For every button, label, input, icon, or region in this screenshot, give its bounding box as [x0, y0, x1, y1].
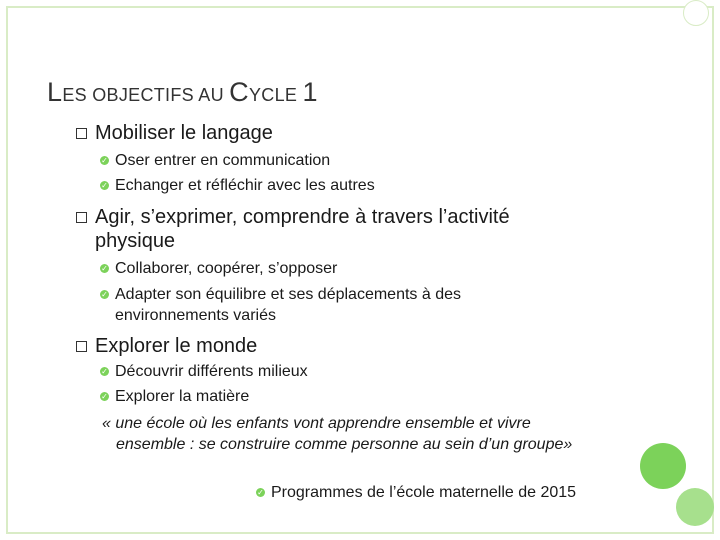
square-bullet-icon	[76, 212, 87, 223]
check-bullet-icon: ✓	[101, 264, 108, 273]
square-bullet-icon	[76, 128, 87, 139]
check-bullet-icon: ✓	[101, 156, 108, 165]
check-bullet-icon: ✓	[101, 181, 108, 190]
check-bullet-icon: ✓	[101, 290, 108, 299]
check-bullet-icon: ✓	[101, 392, 108, 401]
quote-block: « une école où les enfants vont apprendre ensemble et vivre ensemble : se construire comme personne au sein d’un groupe»	[102, 415, 573, 453]
decorative-circle-light-green	[676, 488, 714, 526]
square-bullet-icon	[76, 341, 87, 352]
check-bullet-icon: ✓	[101, 367, 108, 376]
decorative-circle-top	[683, 0, 709, 26]
slide-title: LES OBJECTIFS AU CYCLE 1	[47, 77, 318, 107]
check-bullet-icon: ✓	[257, 488, 264, 497]
decorative-circle-green	[640, 443, 686, 489]
